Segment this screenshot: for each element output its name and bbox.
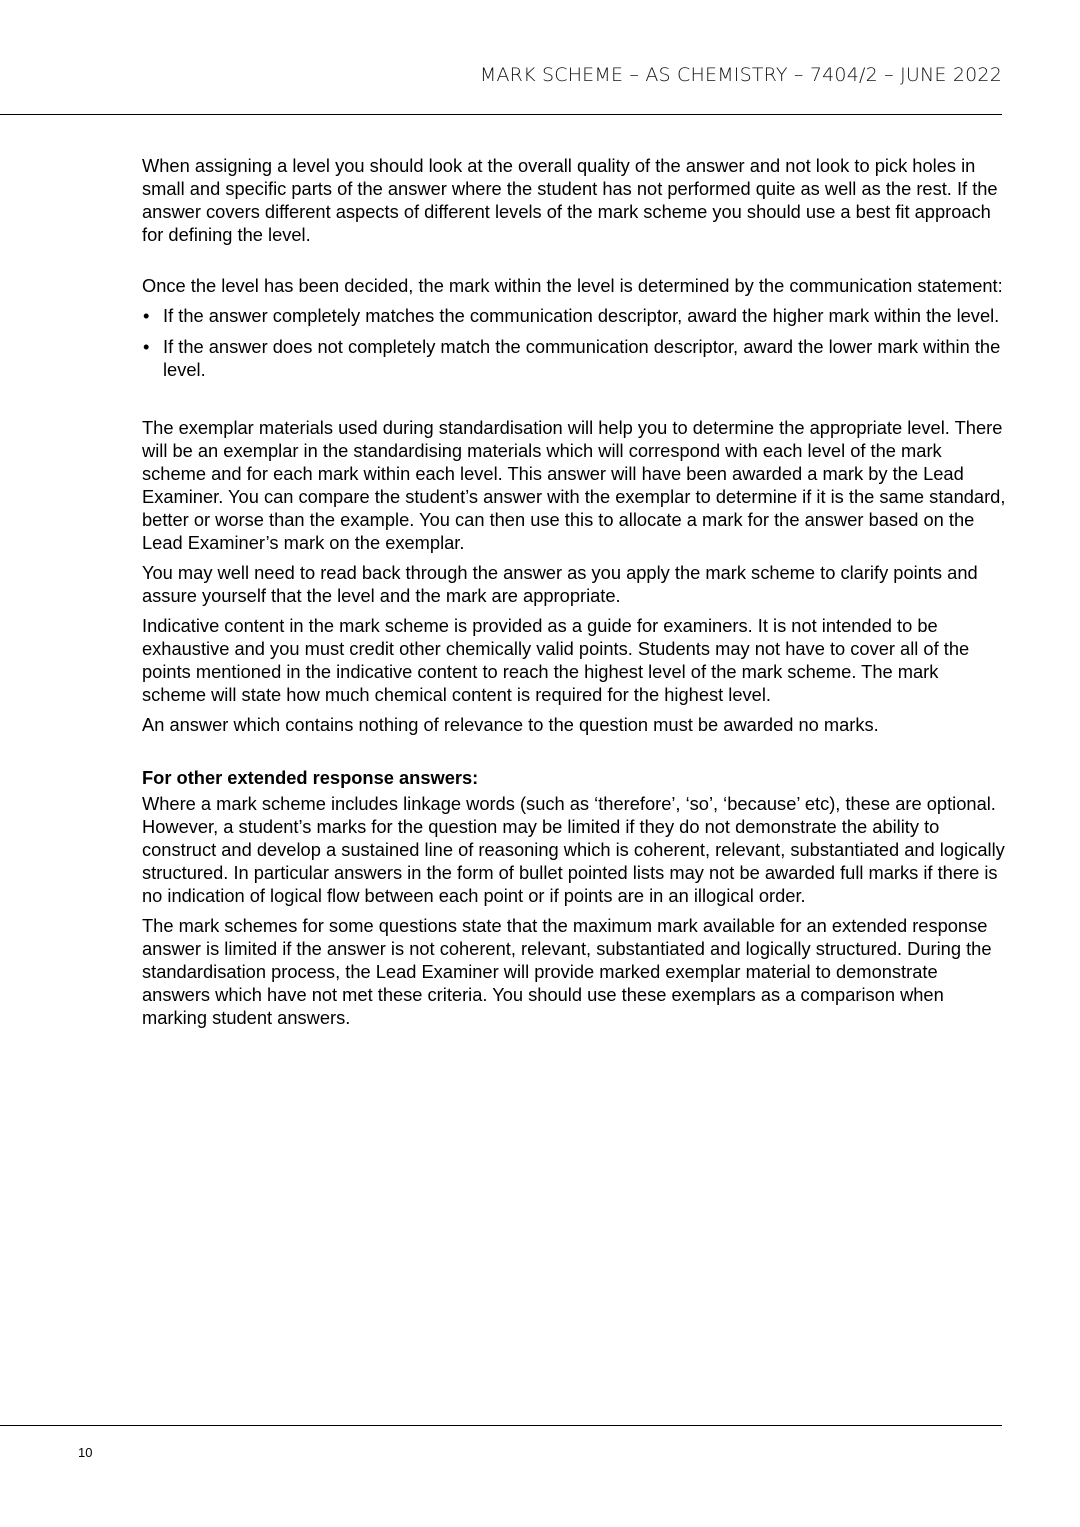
paragraph-level-assignment: When assigning a level you should look at the overall quality of the answer and not look to pick holes in small and specific parts of the answer where the student has not performed quite as well as the rest. If the answer covers different aspects of different levels of the mark scheme you should use a best fit approach for defining the level.: [142, 155, 998, 245]
paragraph-indicative-content: Indicative content in the mark scheme is provided as a guide for examiners. It is not intended to be exhaustive and you must credit other chemically valid points. Students may not have to cover all of the points mentioned in the indicative content to reach the highest level of the mark scheme. The mark scheme will state how much chemical content is required for the highest level.: [142, 615, 970, 705]
list-item: [142, 335, 1006, 381]
bullet-icon: •: [143, 336, 150, 357]
paragraph-exemplar-materials: The exemplar materials used during standardisation will help you to determine the appropriate level. There will be an exemplar in the standardising materials which will correspond with each level of the mark scheme and for each mark within each level. This answer will have been awarded a mark by the Lead Examiner. You can compare the student’s answer with the exemplar to determine if it is the same standard, better or worse than the example. You can then use this to allocate a mark for the answer based on the Lead Examiner’s mark on the exemplar.: [142, 417, 1006, 553]
section-heading: For other extended response answers:: [142, 767, 479, 788]
paragraph-level-decided: Once the level has been decided, the mark within the level is determined by the communication statement:: [142, 275, 1003, 296]
list-item: [142, 304, 1006, 327]
footer-divider: [0, 1425, 1002, 1426]
main-content: [142, 154, 1006, 1036]
paragraph-read-back: You may well need to read back through the answer as you apply the mark scheme to clarify points and assure yourself that the level and the mark are appropriate.: [142, 562, 978, 606]
paragraph-linkage-words: Where a mark scheme includes linkage words (such as ‘therefore’, ‘so’, ‘because’ etc), these are optional. However, a student’s marks for the question may be limited if they do not demonstrate the ability to construct and develop a sustained line of reasoning which is coherent, relevant, substantiated and logically structured. In particular answers in the form of bullet pointed lists may not be awarded full marks if there is no indication of logical flow between each point or if points are in an illogical order.: [142, 793, 1005, 906]
communication-bullet-list: [142, 304, 1006, 381]
paragraph-maximum-mark: The mark schemes for some questions state that the maximum mark available for an extended response answer is limited if the answer is not coherent, relevant, substantiated and logically structured. During the standardisation process, the Lead Examiner will provide marked exemplar material to demonstrate answers which have not met these criteria. You should use these exemplars as a comparison when marking student answers.: [142, 915, 992, 1028]
bullet-text: If the answer does not completely match the communication descriptor, award the lower mark within the level.: [163, 336, 1001, 380]
bullet-text: If the answer completely matches the communication descriptor, award the higher mark within the level.: [163, 305, 1000, 326]
page-number: 10: [78, 1445, 93, 1460]
paragraph-no-relevance: An answer which contains nothing of relevance to the question must be awarded no marks.: [142, 714, 879, 735]
header-divider: [0, 114, 1002, 115]
bullet-icon: •: [143, 305, 150, 326]
page-header-title: MARK SCHEME – AS CHEMISTRY – 7404/2 – JUNE 2022: [479, 64, 1002, 86]
